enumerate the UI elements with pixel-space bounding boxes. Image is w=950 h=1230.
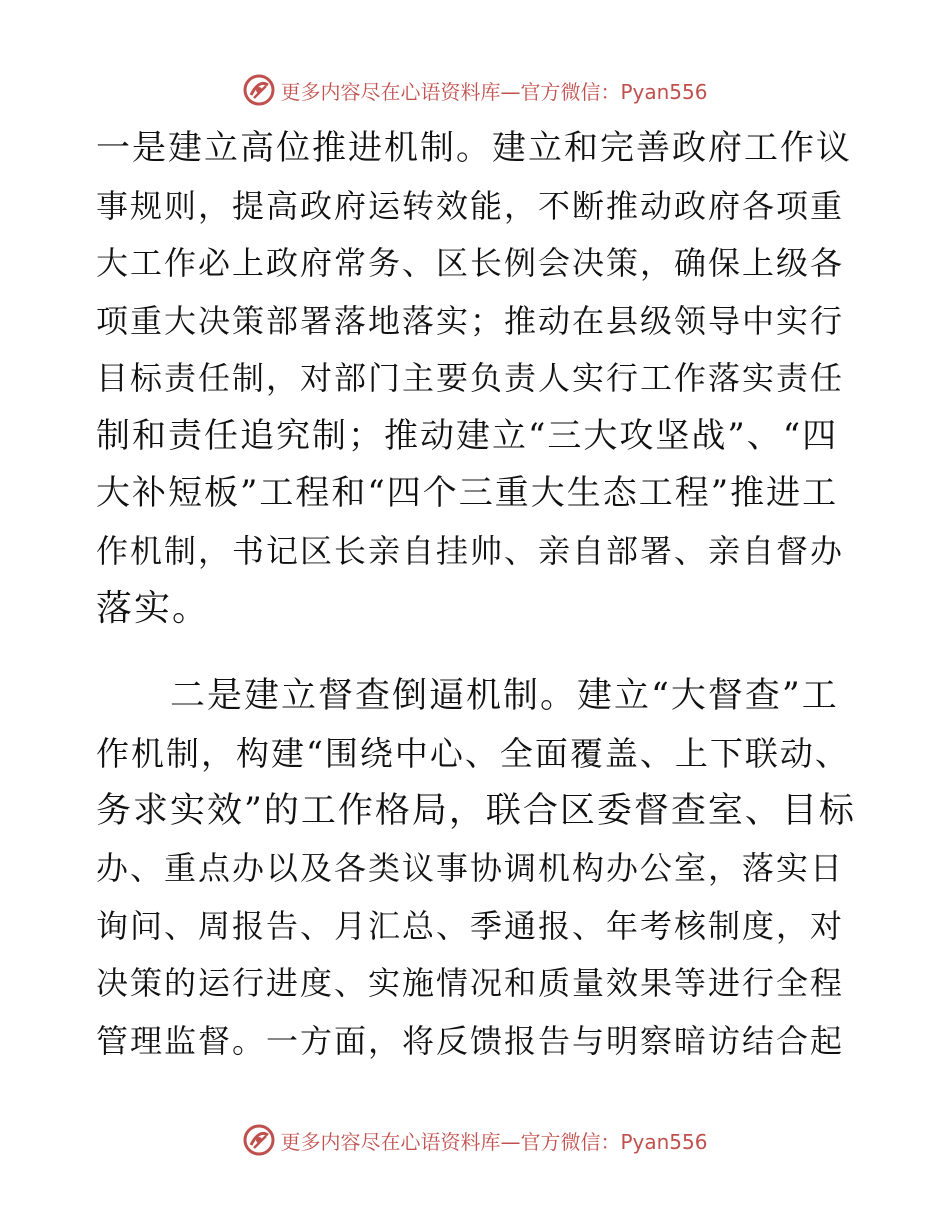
- header-banner: [0, 70, 950, 110]
- text-line: 决策的运行进度、实施情况和质量效果等进行全程: [96, 964, 845, 1002]
- brand-logo-icon: [242, 1123, 276, 1157]
- header-banner-text: 更多内容尽在心语资料库—官方微信：Pyan556: [280, 79, 708, 104]
- text-line: 事规则，提高政府运转效能，不断推动政府各项重: [96, 186, 845, 225]
- text-line: 务求实效”的工作格局，联合区委督查室、目标: [96, 790, 856, 831]
- text-line: 询问、周报告、月汇总、季通报、年考核制度，对: [96, 906, 845, 945]
- text-line: 大补短板”工程和“四个三重大生态工程”推进工: [96, 473, 839, 513]
- text-line: 落实。: [96, 588, 211, 629]
- text-line: 目标责任制，对部门主要负责人实行工作落实责任: [96, 359, 845, 397]
- paragraph-2: [96, 668, 856, 1071]
- footer-banner: [0, 1120, 950, 1160]
- text-line: 大工作必上政府常务、区长例会决策，确保上级各: [96, 244, 845, 282]
- paragraph-1: [96, 120, 856, 638]
- text-line: 一是建立高位推进机制。建立和完善政府工作议: [96, 128, 852, 168]
- footer-banner-text: 更多内容尽在心语资料库—官方微信：Pyan556: [280, 1129, 708, 1154]
- text-line: 管理监督。一方面，将反馈报告与明察暗访结合起: [96, 1021, 845, 1060]
- text-line: 作机制，书记区长亲自挂帅、亲自部署、亲自督办: [96, 531, 845, 570]
- text-line: 制和责任追究制；推动建立“三大攻坚战”、“四: [96, 415, 839, 456]
- brand-logo-icon: [242, 73, 276, 107]
- text-line: 作机制，构建“围绕中心、全面覆盖、上下联动、: [96, 734, 850, 773]
- text-line: 二是建立督查倒逼机制。建立“大督查”工: [96, 675, 839, 716]
- text-line: 项重大决策部署落地落实；推动在县级领导中实行: [96, 301, 845, 340]
- text-line: 办、重点办以及各类议事协调机构办公室，落实日: [96, 849, 845, 887]
- document-body: [96, 120, 856, 1070]
